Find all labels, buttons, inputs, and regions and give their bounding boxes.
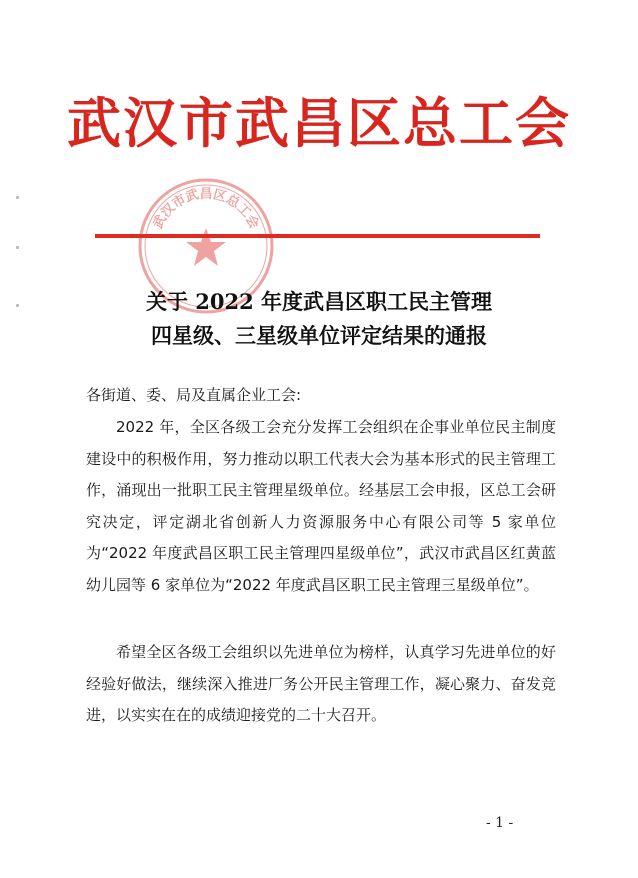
letterhead-red-rule [95,234,540,238]
letterhead-org-name: 武汉市武昌区总工会 [67,91,571,155]
body-paragraph-1-text: 2022 年，全区各级工会充分发挥工会组织在企事业单位民主制度建设中的积极作用，努力推动以职工代表大会为基本形式的民主管理工作，涌现出一批职工民主管理星级单位。经基层工会申报，区总工会研究决定，评定湖北省创新人力资源服务中心有限公司等 5 家单位为“2022 年度武昌区职工民主管理四星级单位”，武汉市武昌区红黄蓝幼儿园等 6 家单位为“2022 年度武昌区职工民主管理三星级单位”。 [86,418,556,594]
body-paragraph-2-text: 希望全区各级工会组织以先进单位为榜样，认真学习先进单位的好经验好做法，继续深入推进厂务公开民主管理工作，凝心聚力、奋发竞进，以实实在在的成绩迎接党的二十大召开。 [86,643,556,724]
body-paragraph-1 [86,412,556,601]
page-number: - 1 - [486,815,514,831]
seal-text: 武汉市武昌区总工会 [150,187,262,232]
document-title-line-1: 关于 2022 年度武昌区职工民主管理 [145,289,493,314]
document-title-line-2: 四星级、三星级单位评定结果的通报 [151,323,487,348]
salutation: 各街道、委、局及直属企业工会: [86,386,302,404]
binding-hole-mark [16,196,19,199]
binding-hole-mark [16,246,19,249]
body-paragraph-2 [86,637,556,732]
